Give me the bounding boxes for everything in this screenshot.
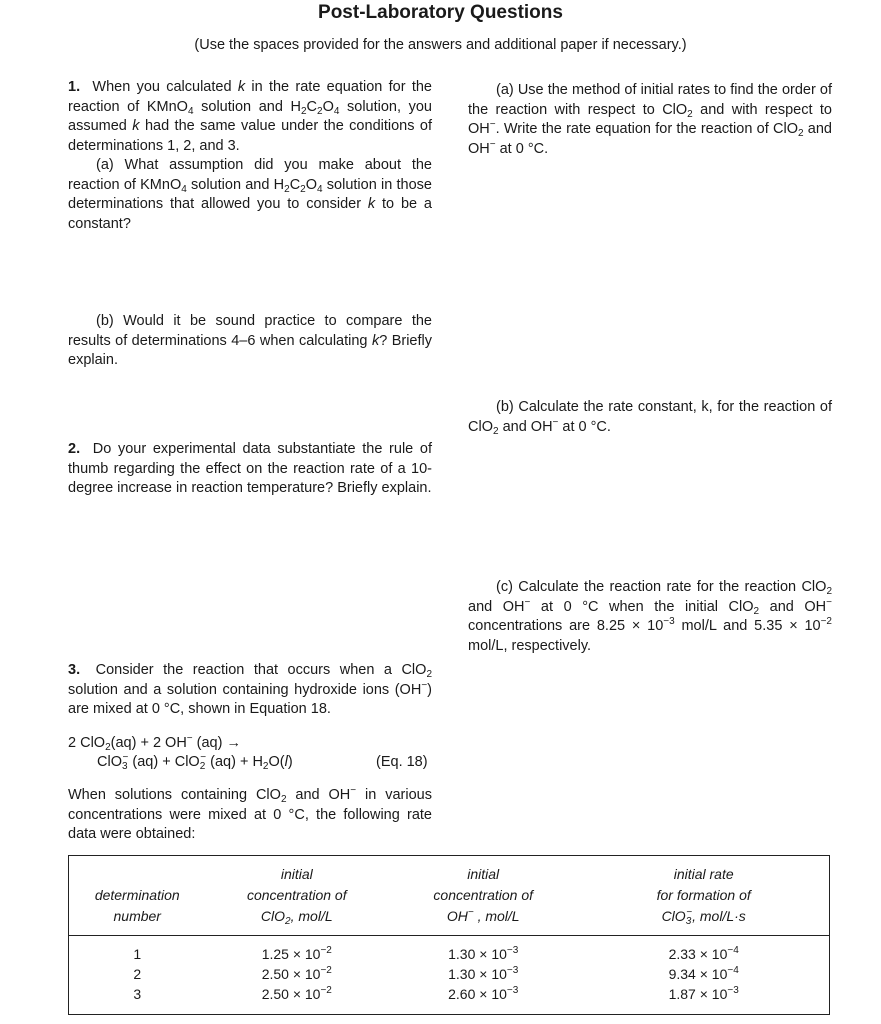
cell-exponent: −3 (506, 985, 519, 996)
table-header-row (69, 856, 830, 936)
q1b-part: ? Briefly explain. (68, 332, 432, 368)
subscript: 3 (121, 761, 128, 772)
q3a-part: and with respect to OH (468, 101, 832, 137)
q1a-part: (a) What assumption did you make about the reaction of KMnO (68, 157, 432, 193)
subscript: 2 (492, 425, 499, 437)
cell-mantissa: 1.30 × 10 (448, 946, 507, 962)
q3a-part: (a) Use the method of initial rates to find the order of the reaction with respect to ClO (468, 82, 832, 118)
superscript: − (826, 596, 832, 608)
q1-intro-text: in the rate equation for the reaction of KMnO (68, 79, 432, 115)
cell-determination: 2 (133, 966, 142, 982)
q3a-text (468, 81, 832, 159)
q1-number: 1. (68, 79, 81, 95)
header-line (582, 906, 825, 927)
subscript: 4 (181, 183, 187, 195)
cell-exponent: −2 (320, 965, 332, 976)
subscript: 4 (187, 105, 194, 117)
q1-intro-text: O (322, 98, 334, 115)
q3-intro-part: ) are mixed at 0 °C, shown in Equation 18. (68, 681, 432, 717)
cell-mantissa: 2.60 × 10 (448, 986, 507, 1002)
q3c-part: concentrations are 8.25 × 10 (468, 618, 664, 634)
subscript: 4 (317, 183, 323, 195)
cell-clo2 (205, 964, 388, 984)
subscript: 3 (685, 916, 692, 927)
eq-part: (aq) → (192, 735, 241, 751)
rate-data-table (68, 855, 830, 1015)
q3b-text (468, 398, 832, 437)
q2-text (68, 440, 432, 499)
subscript: 2 (300, 183, 306, 195)
eq-part: O( (268, 754, 285, 770)
superscript: − (489, 138, 496, 150)
subscript: 2 (687, 108, 693, 120)
header-line: concentration of (246, 887, 347, 903)
subscript: 2 (105, 742, 111, 753)
header-line: initial (280, 866, 313, 882)
q1-intro-text: solution and H (193, 98, 301, 115)
header-part: ClO (260, 908, 286, 924)
cell-exponent: −3 (506, 965, 519, 976)
cell-exponent: −3 (727, 985, 739, 996)
header-part: , mol/L (290, 908, 333, 924)
k-symbol: k (371, 332, 380, 349)
superscript: − (186, 733, 193, 744)
page-subtitle: (Use the spaces provided for the answers and additional paper if necessary.) (194, 37, 687, 53)
eq-part: (aq) + 2 OH (110, 735, 187, 751)
header-clo2-conc (205, 856, 388, 936)
cell-mantissa: 1.87 × 10 (668, 986, 728, 1002)
superscript: − (200, 752, 207, 763)
q3a-part: and OH (468, 121, 832, 157)
header-line: initial rate (673, 866, 734, 882)
subscript: 2 (199, 761, 206, 772)
cell-exponent: −4 (727, 965, 739, 976)
q3c-part: mol/L, respectively. (468, 637, 592, 654)
cell-determination: 1 (133, 946, 142, 962)
subscript: 2 (317, 105, 323, 117)
cell-rate (578, 984, 829, 1015)
header-determination (69, 856, 206, 936)
eq-part: (aq) + H (206, 754, 263, 770)
superscript: − (489, 119, 496, 130)
superscript: − (350, 785, 357, 796)
q1-intro-text: When you calculated (92, 79, 238, 95)
q1a-part: solution in those determinations that allowed you to consider (68, 176, 432, 212)
q3c-text (468, 578, 832, 656)
q3-data-intro (68, 786, 432, 845)
q3-after-part: in various concentrations were mixed at 0 °C, the following rate data were obtained: (68, 787, 432, 842)
q1-intro (68, 78, 432, 156)
eq-part: ) (287, 754, 293, 770)
cell-exponent: −2 (320, 945, 332, 956)
cell-mantissa: 2.50 × 10 (261, 986, 321, 1002)
header-oh-conc (388, 856, 578, 936)
subscript: 2 (284, 183, 290, 195)
subscript: 2 (797, 128, 804, 139)
cell-oh (388, 964, 578, 984)
cell-exponent: −3 (506, 945, 519, 956)
k-symbol: k (237, 79, 246, 95)
table-row (69, 964, 830, 984)
q3-intro-part: solution and a solution containing hydroxide ions (OH (68, 681, 422, 698)
cell-clo2 (205, 936, 388, 965)
superscript: − (524, 596, 531, 608)
q3-number: 3. (68, 662, 81, 678)
cell-rate (578, 964, 829, 984)
subscript: 2 (285, 916, 291, 927)
q3b-part: at 0 °C. (558, 418, 611, 435)
subscript: 2 (280, 794, 287, 805)
superscript: − (686, 907, 693, 918)
q3b-part: (b) Calculate the rate constant, k, for the reaction of ClO (468, 399, 832, 435)
header-part: , mol/L (473, 908, 520, 924)
q1a-part: C (289, 176, 301, 193)
header-line (73, 864, 201, 885)
cell-mantissa: 1.25 × 10 (261, 946, 321, 962)
subscript: 2 (753, 605, 760, 617)
subscript: 2 (300, 105, 307, 117)
q1b-part: (b) Would it be sound practice to compare the results of determinations 4–6 when calculating (68, 313, 432, 349)
q3-intro (68, 661, 432, 720)
k-symbol: k (367, 196, 376, 212)
q3-after-part: When solutions containing ClO (68, 787, 281, 803)
q3a-part: at 0 °C. (495, 140, 549, 157)
subscript: 2 (826, 586, 832, 597)
subscript: 2 (262, 761, 269, 772)
cell-mantissa: 1.30 × 10 (448, 966, 507, 982)
eq-part: ClO (97, 754, 122, 770)
q3c-part: at 0 °C when the initial ClO (530, 598, 754, 615)
header-line: number (113, 908, 161, 924)
q3-intro-part: Consider the reaction that occurs when a ClO (95, 662, 427, 678)
header-line: determination (94, 887, 180, 903)
q1-intro-text: C (306, 98, 318, 115)
eq-part: (aq) + ClO (128, 754, 200, 770)
header-part: ClO (661, 908, 686, 924)
eq-part: l (284, 754, 288, 770)
q3c-part: mol/L and 5.35 × 10 (674, 618, 821, 634)
superscript: − (467, 907, 474, 918)
header-line (392, 906, 574, 927)
q3a-part: . Write the rate equation for the reaction of ClO (495, 121, 798, 137)
header-line: concentration of (433, 887, 534, 903)
q1a-part: O (305, 176, 318, 193)
table-row (69, 936, 830, 965)
header-part: OH (446, 908, 468, 924)
superscript: − (122, 752, 129, 763)
q1a-part: solution and H (186, 176, 285, 193)
cell-oh (388, 936, 578, 965)
superscript: −2 (820, 616, 832, 627)
equation-line-1 (68, 733, 241, 753)
eq-part: 2 ClO (68, 735, 106, 751)
k-symbol: k (132, 118, 140, 134)
superscript: − (552, 416, 559, 428)
cell-oh (388, 984, 578, 1015)
q3c-part: (c) Calculate the reaction rate for the reaction ClO (496, 579, 827, 595)
header-initial-rate (578, 856, 829, 936)
q1-intro-text: solution, you assumed (68, 98, 432, 134)
q1a-part: to be a constant? (68, 196, 432, 232)
cell-exponent: −4 (727, 945, 739, 956)
superscript: − (421, 679, 428, 691)
equation-label: (Eq. 18) (376, 754, 428, 770)
q3-after-part: and OH (286, 787, 351, 803)
subscript: 4 (333, 105, 340, 117)
table-row (69, 984, 830, 1015)
cell-clo2 (205, 984, 388, 1015)
page-title: Post-Laboratory Questions (318, 2, 563, 23)
cell-exponent: −2 (320, 985, 332, 996)
subscript: 2 (426, 669, 432, 680)
cell-rate (578, 936, 829, 965)
q1a-text (68, 156, 432, 234)
cell-mantissa: 2.50 × 10 (261, 966, 321, 982)
header-part: , mol/L·s (692, 908, 746, 924)
q1b-text (68, 312, 432, 371)
q3b-part: and OH (498, 418, 553, 435)
superscript: −3 (663, 616, 675, 627)
q1-intro-text: had the same value under the conditions of determinations 1, 2, and 3. (68, 118, 432, 154)
q2-number: 2. (68, 441, 81, 457)
equation-line-2 (97, 752, 293, 772)
q2-body: Do your experimental data substantiate the rule of thumb regarding the effect on the reaction rate of a 10-degree increase in reaction temperature? Briefly explain. (68, 441, 432, 496)
cell-determination: 3 (133, 986, 142, 1002)
header-line: initial (467, 866, 500, 882)
q3c-part: and OH (468, 598, 525, 615)
header-line: for formation of (656, 887, 751, 903)
header-line (209, 906, 384, 927)
cell-mantissa: 2.33 × 10 (668, 946, 728, 962)
q3c-part: and OH (759, 598, 827, 615)
cell-mantissa: 9.34 × 10 (668, 966, 728, 982)
